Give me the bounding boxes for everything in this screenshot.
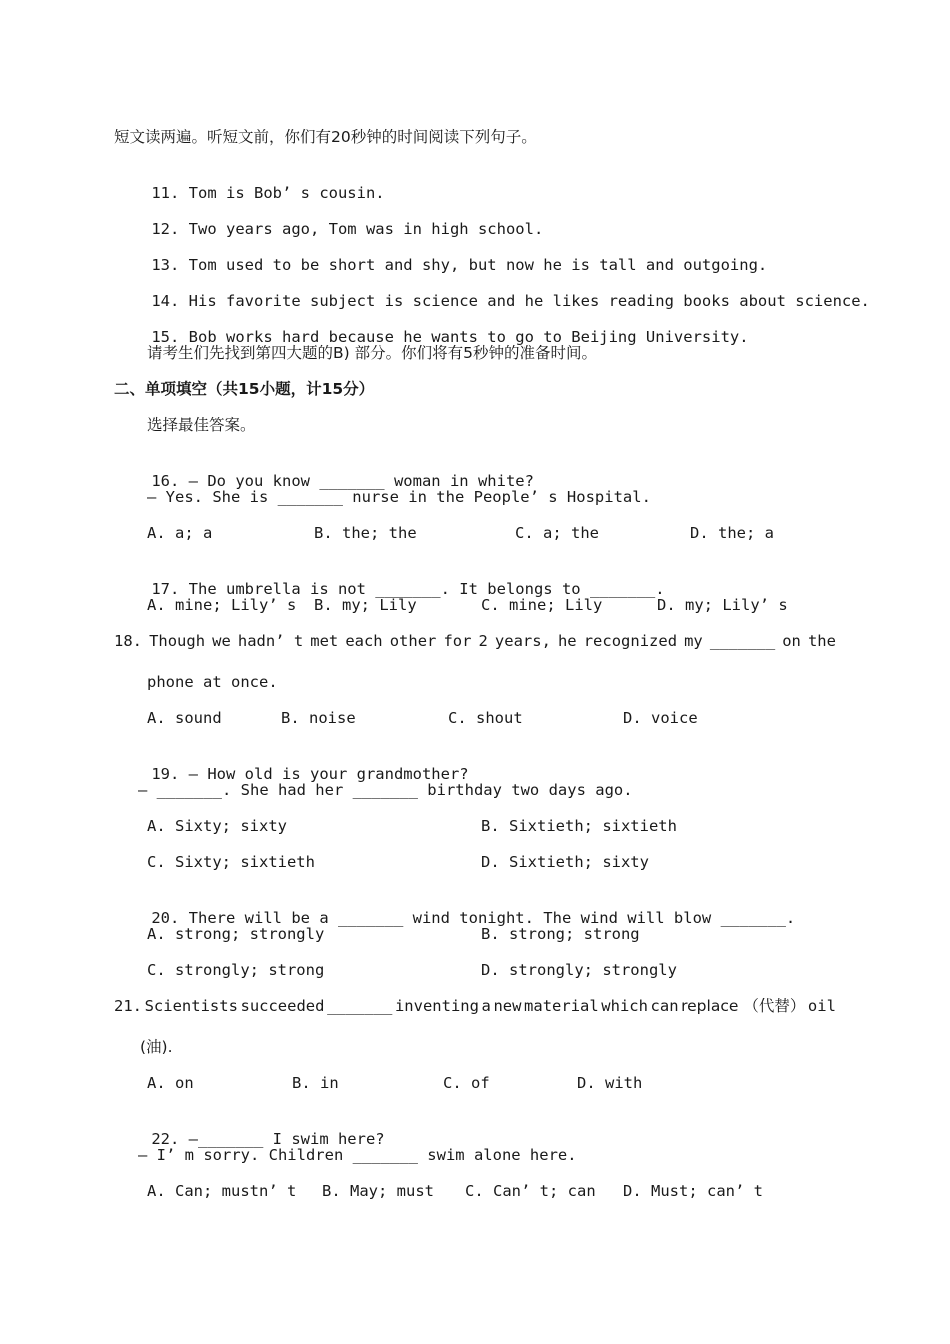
statement-text: Tom is Bob’ s cousin. [188,184,385,202]
question-word: Scientists [144,997,238,1015]
option-d[interactable]: D. my; Lily’ s [657,596,788,614]
option-c[interactable]: C. Sixty; sixtieth [147,853,315,871]
option-c[interactable]: C. Can’ t; can [465,1182,596,1200]
option-c[interactable]: C. shout [448,709,523,727]
option-a[interactable]: A. Sixty; sixty [147,817,287,835]
question-number: 20. [151,909,180,927]
question-18-line2: phone at once. [147,673,278,691]
option-c[interactable]: C. strongly; strong [147,961,325,979]
option-b[interactable]: B. Sixtieth; sixtieth [481,817,677,835]
question-word: other [389,632,437,650]
option-a[interactable]: A. mine; Lily’ s [147,596,297,614]
question-22-line2: — I’ m sorry. Children _______ swim alone here. [138,1146,577,1164]
question-number: 21. [114,997,142,1015]
option-d[interactable]: D. Must; can’ t [623,1182,763,1200]
question-word: which [601,997,648,1015]
question-number: 19. [151,765,180,783]
statement-text: Bob works hard because he wants to go to Beijing University. [188,328,749,346]
question-word: a [481,997,491,1015]
question-text: —_______ I swim here? [188,1130,385,1148]
question-text: — How old is your grandmother? [188,765,469,783]
question-word: on [782,632,801,650]
option-d[interactable]: D. the; a [690,524,774,542]
question-word: new [493,997,522,1015]
question-number: 22. [151,1130,180,1148]
question-word: 2 [478,632,488,650]
section-instruction: 选择最佳答案。 [147,416,256,434]
question-gloss: （代替） [743,997,806,1015]
question-number: 18. [114,632,142,650]
question-word: hadn’ t [237,632,304,650]
option-a[interactable]: A. Can; mustn’ t [147,1182,297,1200]
question-18 [114,631,836,651]
answer-blank: _______ [709,632,776,650]
question-word: each [345,632,383,650]
option-b[interactable]: B. my; Lily [314,596,417,614]
option-b[interactable]: B. noise [281,709,356,727]
question-number: 17. [151,580,180,598]
option-a[interactable]: A. a; a [147,524,213,542]
question-16-line2: — Yes. She is _______ nurse in the People’ s Hospital. [147,488,651,506]
prep-note: 请考生们先找到第四大题的B) 部分。你们将有5秒钟的准备时间。 [147,344,597,362]
question-word: recognized [583,632,678,650]
question-21 [114,996,836,1016]
question-number: 16. [151,472,180,490]
option-c[interactable]: C. of [443,1074,490,1092]
option-a[interactable]: A. sound [147,709,222,727]
question-21-line2: (油). [140,1038,173,1056]
statement-text: His favorite subject is science and he likes reading books about science. [188,292,870,310]
option-d[interactable]: D. with [577,1074,643,1092]
question-word: my [684,632,703,650]
question-word: for [443,632,472,650]
option-c[interactable]: C. mine; Lily [481,596,603,614]
question-word: material [524,997,599,1015]
question-word: he [557,632,577,650]
question-word: met [310,632,339,650]
statement-text: Tom used to be short and shy, but now he is tall and outgoing. [188,256,768,274]
option-a[interactable]: A. strong; strongly [147,925,325,943]
question-text: — Do you know _______ woman in white? [188,472,534,490]
option-b[interactable]: B. strong; strong [481,925,640,943]
statement-number: 11. [151,184,180,202]
question-word: inventing [394,997,479,1015]
statement-number: 15. [151,328,180,346]
option-c[interactable]: C. a; the [515,524,599,542]
question-word: Though [149,632,206,650]
answer-blank: _______ [327,997,393,1015]
option-d[interactable]: D. strongly; strongly [481,961,677,979]
question-word-en: replace [681,997,739,1015]
section-heading: 二、单项填空（共15小题，计15分） [114,380,375,398]
statement-number: 12. [151,220,180,238]
statement-number: 14. [151,292,180,310]
question-text: There will be a _______ wind tonight. The wind will blow _______. [188,909,796,927]
statement-text: Two years ago, Tom was in high school. [188,220,544,238]
option-a[interactable]: A. on [147,1074,194,1092]
question-word: oil [807,997,836,1015]
statement-number: 13. [151,256,180,274]
listening-intro: 短文读两遍。听短文前，你们有20秒钟的时间阅读下列句子。 [114,128,537,146]
option-d[interactable]: D. voice [623,709,698,727]
option-d[interactable]: D. Sixtieth; sixty [481,853,649,871]
question-word: succeeded [240,997,325,1015]
question-word: years, [494,632,551,650]
question-text: The umbrella is not _______. It belongs to _______. [188,580,665,598]
question-word: the [807,632,836,650]
question-word: we [212,632,231,650]
option-b[interactable]: B. May; must [322,1182,434,1200]
question-19-line2: — _______. She had her _______ birthday two days ago. [138,781,633,799]
question-word [681,996,805,1016]
option-b[interactable]: B. in [292,1074,339,1092]
question-word: can [650,997,679,1015]
option-b[interactable]: B. the; the [314,524,417,542]
